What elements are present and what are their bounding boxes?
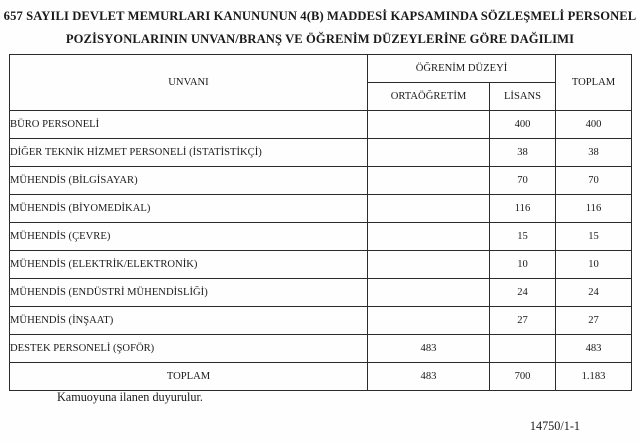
cell-ortaogretim [368, 195, 490, 223]
page-title [0, 5, 640, 51]
total-toplam: 1.183 [556, 363, 632, 391]
table-total-row [10, 363, 632, 391]
cell-ortaogretim: 483 [368, 335, 490, 363]
cell-lisans: 38 [490, 139, 556, 167]
cell-lisans: 24 [490, 279, 556, 307]
cell-toplam: 27 [556, 307, 632, 335]
personnel-distribution-table [9, 54, 632, 391]
cell-toplam: 400 [556, 111, 632, 139]
title-line-2: POZİSYONLARININ UNVAN/BRANŞ VE ÖĞRENİM DÜZEYLERİNE GÖRE DAĞILIMI [65, 32, 575, 46]
total-lisans: 700 [490, 363, 556, 391]
total-ortaogretim: 483 [368, 363, 490, 391]
cell-toplam: 38 [556, 139, 632, 167]
column-header-toplam: TOPLAM [556, 55, 632, 111]
total-row-label: TOPLAM [10, 363, 368, 391]
table-row [10, 223, 632, 251]
cell-lisans: 116 [490, 195, 556, 223]
table-row [10, 111, 632, 139]
cell-unvani: MÜHENDİS (İNŞAAT) [10, 307, 368, 335]
cell-lisans: 70 [490, 167, 556, 195]
cell-lisans: 400 [490, 111, 556, 139]
table-body [10, 111, 632, 391]
cell-lisans: 27 [490, 307, 556, 335]
cell-ortaogretim [368, 223, 490, 251]
table-row [10, 167, 632, 195]
cell-unvani: MÜHENDİS (BİLGİSAYAR) [10, 167, 368, 195]
cell-unvani: MÜHENDİS (BİYOMEDİKAL) [10, 195, 368, 223]
column-header-lisans: LİSANS [490, 83, 556, 111]
cell-unvani: DİĞER TEKNİK HİZMET PERSONELİ (İSTATİSTİKÇİ) [10, 139, 368, 167]
column-header-ortaogretim: ORTAÖĞRETİM [368, 83, 490, 111]
cell-toplam: 24 [556, 279, 632, 307]
footer-reference-number: 14750/1-1 [529, 419, 580, 433]
table-row [10, 335, 632, 363]
table-row [10, 307, 632, 335]
cell-ortaogretim [368, 307, 490, 335]
cell-ortaogretim [368, 279, 490, 307]
table-header-row-1 [10, 55, 632, 83]
cell-unvani: MÜHENDİS (ELEKTRİK/ELEKTRONİK) [10, 251, 368, 279]
cell-lisans: 15 [490, 223, 556, 251]
cell-ortaogretim [368, 167, 490, 195]
column-header-ogrenim-duzeyi: ÖĞRENİM DÜZEYİ [368, 55, 556, 83]
cell-toplam: 483 [556, 335, 632, 363]
cell-ortaogretim [368, 139, 490, 167]
cell-unvani: MÜHENDİS (ÇEVRE) [10, 223, 368, 251]
table-row [10, 251, 632, 279]
footer-note: Kamuoyuna ilanen duyurulur. [57, 390, 203, 404]
column-header-unvani: UNVANI [10, 55, 368, 111]
cell-lisans [490, 335, 556, 363]
cell-ortaogretim [368, 111, 490, 139]
title-line-1: 657 SAYILI DEVLET MEMURLARI KANUNUNUN 4(B) MADDESİ KAPSAMINDA SÖZLEŞMELİ PERSONEL [3, 9, 637, 23]
table-header [10, 55, 632, 111]
cell-toplam: 10 [556, 251, 632, 279]
cell-toplam: 70 [556, 167, 632, 195]
cell-unvani: BÜRO PERSONELİ [10, 111, 368, 139]
cell-toplam: 15 [556, 223, 632, 251]
cell-unvani: MÜHENDİS (ENDÜSTRİ MÜHENDİSLİĞİ) [10, 279, 368, 307]
table-row [10, 139, 632, 167]
cell-unvani: DESTEK PERSONELİ (ŞOFÖR) [10, 335, 368, 363]
table-row [10, 195, 632, 223]
cell-toplam: 116 [556, 195, 632, 223]
table-row [10, 279, 632, 307]
cell-lisans: 10 [490, 251, 556, 279]
cell-ortaogretim [368, 251, 490, 279]
